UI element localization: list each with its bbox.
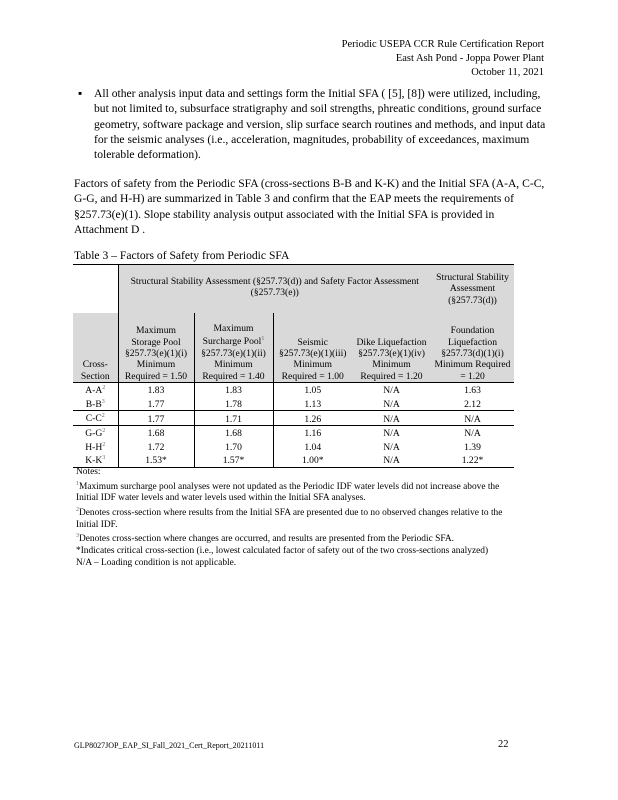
cross-section-cell: $B-B^3$	[73, 397, 118, 411]
col-header-storage-pool: Maximum Storage Pool §257.73(e)(1)(i) Minimum Required = 1.50	[118, 313, 194, 383]
value-cell: 1.68	[118, 426, 194, 440]
notes-title: Notes:	[76, 467, 101, 477]
value-cell: 1.53*	[118, 453, 194, 467]
value-cell: 1.22*	[431, 453, 514, 467]
cross-section-cell: $H-H^2$	[85, 441, 106, 453]
note-5: N/A – Loading condition is not applicable.	[76, 557, 237, 568]
header-title: Periodic USEPA CCR Rule Certification Report	[341, 39, 544, 50]
cross-section-cell: $G-G^2$	[85, 428, 106, 440]
value-cell: N/A	[352, 411, 431, 426]
table-caption: Table 3 – Factors of Safety from Periodic SFA	[74, 249, 290, 262]
value-cell: N/A	[352, 453, 431, 467]
header-site: East Ash Pond - Joppa Power Plant	[395, 53, 544, 64]
value-cell: 1.72	[118, 440, 194, 454]
cross-section-cell: $A-A^2$	[85, 385, 106, 397]
table-notes	[76, 467, 516, 569]
footer-filename: GLP8027JOP_EAP_SI_Fall_2021_Cert_Report_20211011	[74, 741, 265, 750]
value-cell: N/A	[383, 441, 400, 453]
value-cell: 1.26	[273, 411, 352, 426]
body-paragraph: Factors of safety from the Periodic SFA (cross-sections B-B and K-K) and the Initial SFA (A-A, C-C, G-G, and H-H) are summarized in Table 3 and confirm that the EAP meets the requirements of §257.73(e)(1). Slope stability analysis output associated with the Initial SFA is provided in Attachment D .	[74, 177, 545, 236]
value-cell: 1.83	[194, 383, 273, 397]
value-cell: 1.77	[118, 411, 194, 426]
note-2: $^2$Denotes cross-section where results from the Initial SFA are presented due to no observed changes relative to the Initial IDF.	[76, 506, 503, 530]
value-cell: 1.04	[273, 440, 352, 454]
header-date: October 11, 2021	[471, 67, 544, 78]
cross-section-cell: $C-C^2$	[73, 411, 118, 426]
table-row	[73, 440, 514, 454]
table-row	[73, 383, 514, 397]
value-cell: 1.77	[118, 397, 194, 411]
header-group-2: Structural Stability Assessment (§257.73(d))	[431, 265, 514, 314]
value-cell: N/A	[383, 428, 400, 440]
value-cell: N/A	[431, 411, 514, 426]
col-header-cross-section: Cross-Section	[73, 313, 118, 383]
bullet-item	[78, 86, 554, 162]
value-cell: 1.71	[194, 411, 273, 426]
header-group-1: Structural Stability Assessment (§257.73(d)) and Safety Factor Assessment (§257.73(e))	[118, 265, 431, 314]
value-cell: 1.57*	[194, 453, 273, 467]
col-header-dike-liquefaction: Dike Liquefaction §257.73(e)(1)(iv) Minimum Required = 1.20	[352, 313, 431, 383]
value-cell: 1.68	[194, 426, 273, 440]
safety-factor-table	[73, 264, 514, 468]
col-header-surcharge-pool: Maximum Surcharge Pool$^1$ §257.73(e)(1)(ii) Minimum Required = 1.40	[194, 313, 273, 383]
value-cell: N/A	[464, 428, 481, 440]
table-row	[73, 453, 514, 467]
note-4: *Indicates critical cross-section (i.e., lowest calculated factor of safety out of the two cross-sections analyzed)	[76, 545, 489, 556]
col-header-foundation-liquefaction: Foundation Liquefaction §257.73(d)(1)(i) Minimum Required = 1.20	[431, 313, 514, 383]
table-row	[73, 397, 514, 411]
value-cell: 1.78	[194, 397, 273, 411]
value-cell: 1.00*	[273, 453, 352, 467]
note-1: $^1$Maximum surcharge pool analyses were not updated as the Periodic IDF water levels did not increase above the Initial IDF water levels and water levels used within the Initial SFA analyses.	[76, 480, 500, 504]
value-cell: 1.39	[464, 441, 481, 453]
col-header-seismic: Seismic §257.73(e)(1)(iii) Minimum Required = 1.00	[273, 313, 352, 383]
value-cell: 1.05	[273, 383, 352, 397]
value-cell: 1.16	[273, 426, 352, 440]
value-cell: 1.13	[273, 397, 352, 411]
value-cell: 2.12	[431, 397, 514, 411]
value-cell: 1.63	[464, 385, 481, 397]
table-row	[73, 411, 514, 426]
table-row	[73, 426, 514, 440]
bullet-text: All other analysis input data and settings form the Initial SFA ( [5], [8]) were utilized, including, but not limited to, subsurface stratigraphy and soil strengths, phreatic conditions, ground surface geometry, software package and version, slip surface search routines and methods, and input data for the seismic analyses (i.e., acceleration, magnitudes, probability of exceedances, maximum tolerable deformation).	[94, 87, 546, 162]
value-cell: 1.83	[118, 383, 194, 397]
page-number: 22	[498, 739, 509, 750]
note-3: $^3$Denotes cross-section where changes are occurred, and results are presented from the Periodic SFA.	[76, 533, 454, 545]
page-header	[342, 38, 544, 80]
value-cell: 1.70	[194, 440, 273, 454]
value-cell: N/A	[352, 397, 431, 411]
bullet-icon: ▪	[78, 87, 83, 100]
cross-section-cell: $K-K^3$	[73, 453, 118, 467]
value-cell: N/A	[383, 385, 400, 397]
